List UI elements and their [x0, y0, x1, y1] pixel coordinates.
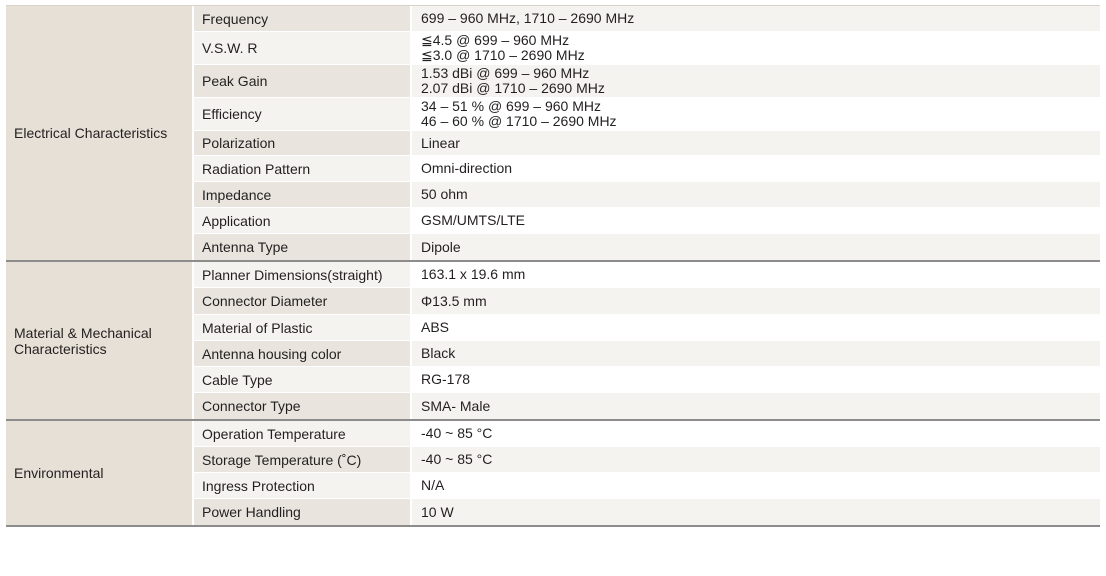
spec-value-line: Dipole [421, 238, 461, 255]
spec-name: Operation Temperature [194, 421, 412, 446]
spec-group-environmental [6, 421, 1100, 527]
spec-value [412, 98, 1100, 130]
spec-value-line: ≦3.0 @ 1710 – 2690 MHz [421, 47, 585, 63]
spec-value [412, 447, 1100, 472]
spec-table [6, 6, 1100, 527]
spec-row-application [194, 208, 1100, 234]
spec-row-v-s-w-r [194, 32, 1100, 65]
spec-name: Power Handling [194, 499, 412, 525]
spec-value [412, 393, 1100, 419]
spec-name: Cable Type [194, 367, 412, 392]
spec-row-frequency [194, 6, 1100, 32]
spec-value-line: ABS [421, 319, 450, 335]
spec-row-impedance [194, 182, 1100, 208]
spec-row-ingress-protection [194, 473, 1100, 499]
spec-name: Impedance [194, 182, 412, 207]
spec-name: Ingress Protection [194, 473, 412, 498]
spec-row-radiation-pattern [194, 156, 1100, 182]
spec-value [412, 234, 1100, 260]
spec-value-line: Omni-direction [421, 160, 513, 176]
spec-name: Material of Plastic [194, 315, 412, 340]
spec-value-line: ≦4.5 @ 699 – 960 MHz [421, 32, 570, 48]
spec-row-power-handling [194, 499, 1100, 525]
spec-name: Planner Dimensions(straight) [194, 262, 412, 287]
spec-value [412, 421, 1100, 446]
spec-value [412, 473, 1100, 498]
spec-value [412, 131, 1100, 155]
spec-value-line: Φ13.5 mm [421, 292, 487, 309]
spec-name: Frequency [194, 6, 412, 31]
group-label: Environmental [6, 421, 194, 525]
spec-value-line: 2.07 dBi @ 1710 – 2690 MHz [421, 80, 605, 96]
spec-value-line: 50 ohm [421, 186, 468, 202]
spec-value-line: -40 ~ 85 °C [421, 425, 493, 441]
spec-row-connector-type [194, 393, 1100, 419]
spec-row-planner-dimensions-straight [194, 262, 1100, 288]
spec-group-electrical-characteristics [6, 6, 1100, 262]
spec-group-material-mechanical-characteristics [6, 262, 1100, 421]
spec-row-cable-type [194, 367, 1100, 393]
spec-name: Antenna housing color [194, 341, 412, 366]
spec-value [412, 208, 1100, 233]
spec-row-efficiency [194, 98, 1100, 131]
spec-value-line: GSM/UMTS/LTE [421, 212, 525, 228]
spec-row-operation-temperature [194, 421, 1100, 447]
spec-row-material-of-plastic [194, 315, 1100, 341]
spec-value-line: RG-178 [421, 371, 471, 387]
spec-name: Efficiency [194, 98, 412, 130]
group-label: Material & Mechanical Characteristics [6, 262, 194, 419]
spec-value [412, 65, 1100, 97]
spec-value [412, 499, 1100, 525]
spec-value [412, 367, 1100, 392]
spec-value-line: 1.53 dBi @ 699 – 960 MHz [421, 65, 590, 81]
spec-value [412, 315, 1100, 340]
spec-name: Connector Type [194, 393, 412, 419]
spec-value-line: Black [421, 345, 456, 361]
spec-value [412, 288, 1100, 314]
spec-value-line: 34 – 51 % @ 699 – 960 MHz [421, 98, 601, 114]
spec-name: Connector Diameter [194, 288, 412, 314]
spec-name: Storage Temperature (˚C) [194, 447, 412, 472]
spec-value-line: Linear [421, 134, 460, 151]
spec-value [412, 341, 1100, 366]
spec-name: V.S.W. R [194, 32, 412, 64]
spec-row-storage-temperature-c [194, 447, 1100, 473]
spec-value-line: 699 – 960 MHz, 1710 – 2690 MHz [421, 10, 635, 26]
spec-value [412, 182, 1100, 207]
spec-row-polarization [194, 131, 1100, 156]
spec-row-antenna-type [194, 234, 1100, 260]
spec-row-antenna-housing-color [194, 341, 1100, 367]
spec-row-connector-diameter [194, 288, 1100, 315]
spec-value-line: 10 W [421, 503, 454, 520]
spec-value-line: 46 – 60 % @ 1710 – 2690 MHz [421, 113, 617, 129]
spec-value-line: 163.1 x 19.6 mm [421, 266, 526, 282]
spec-value [412, 156, 1100, 181]
group-label: Electrical Characteristics [6, 6, 194, 260]
spec-name: Peak Gain [194, 65, 412, 97]
spec-value-line: -40 ~ 85 °C [421, 451, 493, 467]
spec-name: Antenna Type [194, 234, 412, 260]
spec-value [412, 262, 1100, 287]
spec-value [412, 32, 1100, 64]
spec-name: Polarization [194, 131, 412, 155]
spec-value [412, 6, 1100, 31]
spec-row-peak-gain [194, 65, 1100, 98]
spec-name: Application [194, 208, 412, 233]
spec-name: Radiation Pattern [194, 156, 412, 181]
spec-value-line: SMA- Male [421, 397, 491, 414]
spec-value-line: N/A [421, 477, 445, 493]
